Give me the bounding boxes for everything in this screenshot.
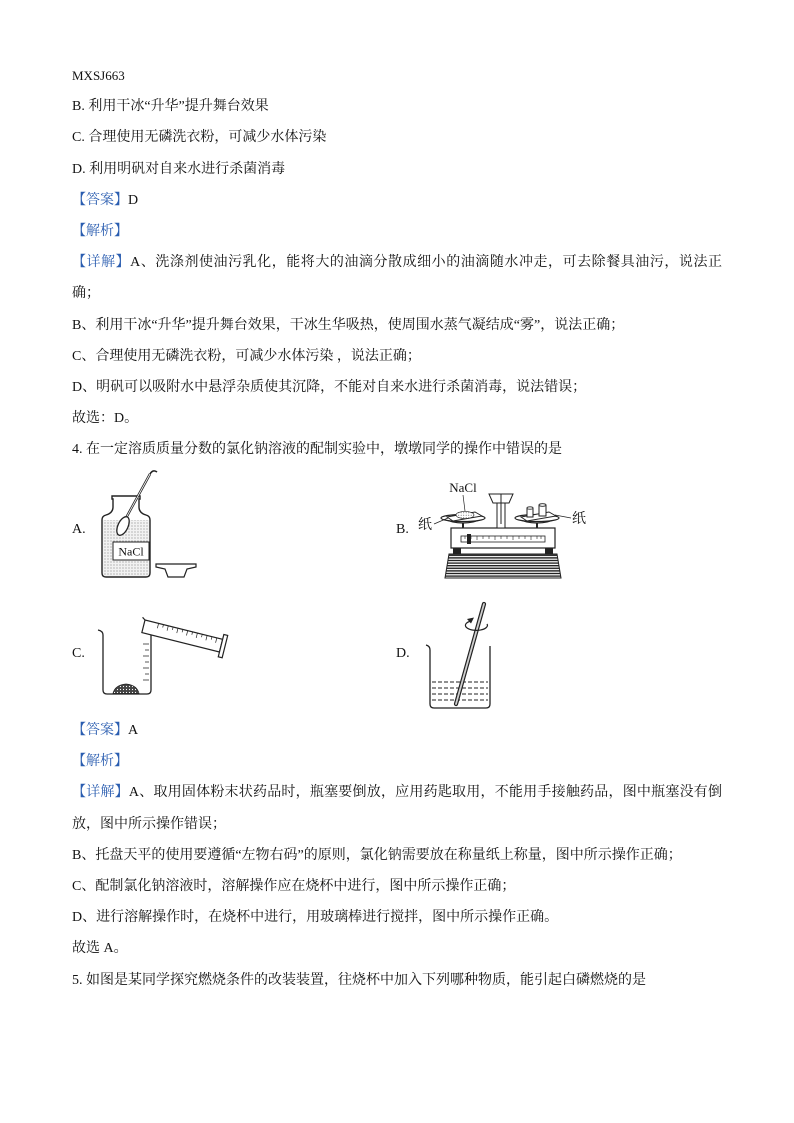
cylinder-tube — [142, 620, 223, 652]
figure-a-reagent-bottle — [95, 468, 203, 582]
bottle-stopper — [156, 564, 196, 577]
figure-c-cylinder-and-beaker — [95, 610, 240, 700]
paper-right-label: 纸 — [572, 512, 586, 527]
figure-b-tray-balance — [415, 474, 595, 582]
q4-answer: A — [128, 723, 139, 738]
answer-tag: 【答案】 — [72, 192, 128, 208]
beaker-graduations — [143, 644, 149, 680]
q4-stem: 4. 在一定溶质质量分数的氯化钠溶液的配制实验中，墩墩同学的操作中错误的是 — [72, 442, 562, 458]
q5-stem: 5. 如图是某同学探究燃烧条件的改装装置，往烧杯中加入下列哪种物质，能引起白磷燃烧的是 — [72, 972, 646, 988]
detail-tag: 【详解】 — [72, 255, 131, 271]
q4-answer-line — [72, 715, 732, 746]
q3-conclusion: 故选：D。 — [72, 411, 139, 427]
spoon-hook — [150, 471, 157, 474]
sodium-chloride-solid — [113, 684, 139, 694]
q4-detail-line-3: B、托盘天平的使用要遵循“左物右码”的原则，氯化钠需要放在称量纸上称量，图中所示操作正确； — [72, 847, 682, 863]
q3-analysis-line — [72, 216, 732, 247]
salt-label-leader — [463, 495, 465, 511]
section-question-3 — [72, 60, 732, 465]
q3-detail-line-2: 确； — [72, 286, 100, 302]
q4-analysis-line — [72, 746, 732, 777]
q3-option-b: B. 利用干冰“升华”提升舞台效果 — [72, 99, 269, 115]
weight-large-top — [539, 504, 546, 507]
balance-foot-right — [545, 548, 553, 554]
detail-tag: 【详解】 — [72, 785, 129, 801]
q4-detail-text-1: A、取用固体粉末状药品时，瓶塞要倒放，应用药匙取用，不能用手接触药品，图中瓶塞没有倒 — [128, 785, 722, 801]
q4-conclusion: 故选 A。 — [72, 941, 128, 957]
q3-answer: D — [128, 192, 139, 208]
q4-detail-line-2: 放，图中所示操作错误； — [72, 816, 226, 832]
q3-detail-line-5: D、明矾可以吸附水中悬浮杂质使其沉降，不能对自来水进行杀菌消毒，说法错误； — [72, 379, 587, 395]
figure-d-stirring-beaker — [420, 598, 500, 714]
q4-detail-line-5: D、进行溶解操作时，在烧杯中进行，用玻璃棒进行搅拌，图中所示操作正确。 — [72, 910, 559, 926]
q4-option-d-label: D. — [396, 646, 410, 661]
q4-option-b-label: B. — [396, 522, 409, 537]
q4-detail-line-4: C、配制氯化钠溶液时，溶解操作应在烧杯中进行，图中所示操作正确； — [72, 878, 516, 894]
rider-weight — [467, 534, 471, 544]
analysis-tag: 【解析】 — [72, 223, 128, 239]
analysis-tag: 【解析】 — [72, 754, 128, 770]
answer-tag: 【答案】 — [72, 723, 128, 738]
cylinder-spout — [142, 617, 145, 620]
q3-detail-line-1 — [72, 247, 722, 278]
q4-detail-line-1 — [72, 777, 722, 808]
q3-detail-line-3: B、利用干冰“升华”提升舞台效果，干冰生华吸热，使周围水蒸气凝结成“雾”，说法正确； — [72, 317, 625, 333]
q3-answer-line — [72, 185, 732, 216]
balance-foot-left — [453, 548, 461, 554]
weight-small-top — [527, 507, 533, 509]
bottle-label-text: NaCl — [118, 544, 144, 559]
section-question-4-answer — [72, 715, 732, 996]
right-pan — [515, 504, 559, 523]
q3-option-c: C. 合理使用无磷洗衣粉，可减少水体污染 — [72, 130, 327, 146]
q3-detail-line-4: C、合理使用无磷洗衣粉，可减少水体污染 ，说法正确； — [72, 348, 421, 364]
header-code: MXSJ663 — [72, 68, 125, 83]
balance-stand — [445, 554, 561, 578]
q3-detail-text-1: A、洗涤剂使油污乳化，能将大的油滴分散成细小的油滴随水冲走，可去除餐具油污，说法正 — [130, 255, 722, 271]
salt-label: NaCl — [449, 480, 477, 495]
q3-option-d: D. 利用明矾对自来水进行杀菌消毒 — [72, 161, 286, 177]
q4-option-a-label: A. — [72, 522, 86, 537]
paper-left-label: 纸 — [418, 518, 432, 533]
q4-option-c-label: C. — [72, 646, 85, 661]
left-pan — [441, 511, 485, 523]
scale-ruler — [461, 536, 545, 542]
salt-heap — [456, 511, 474, 518]
